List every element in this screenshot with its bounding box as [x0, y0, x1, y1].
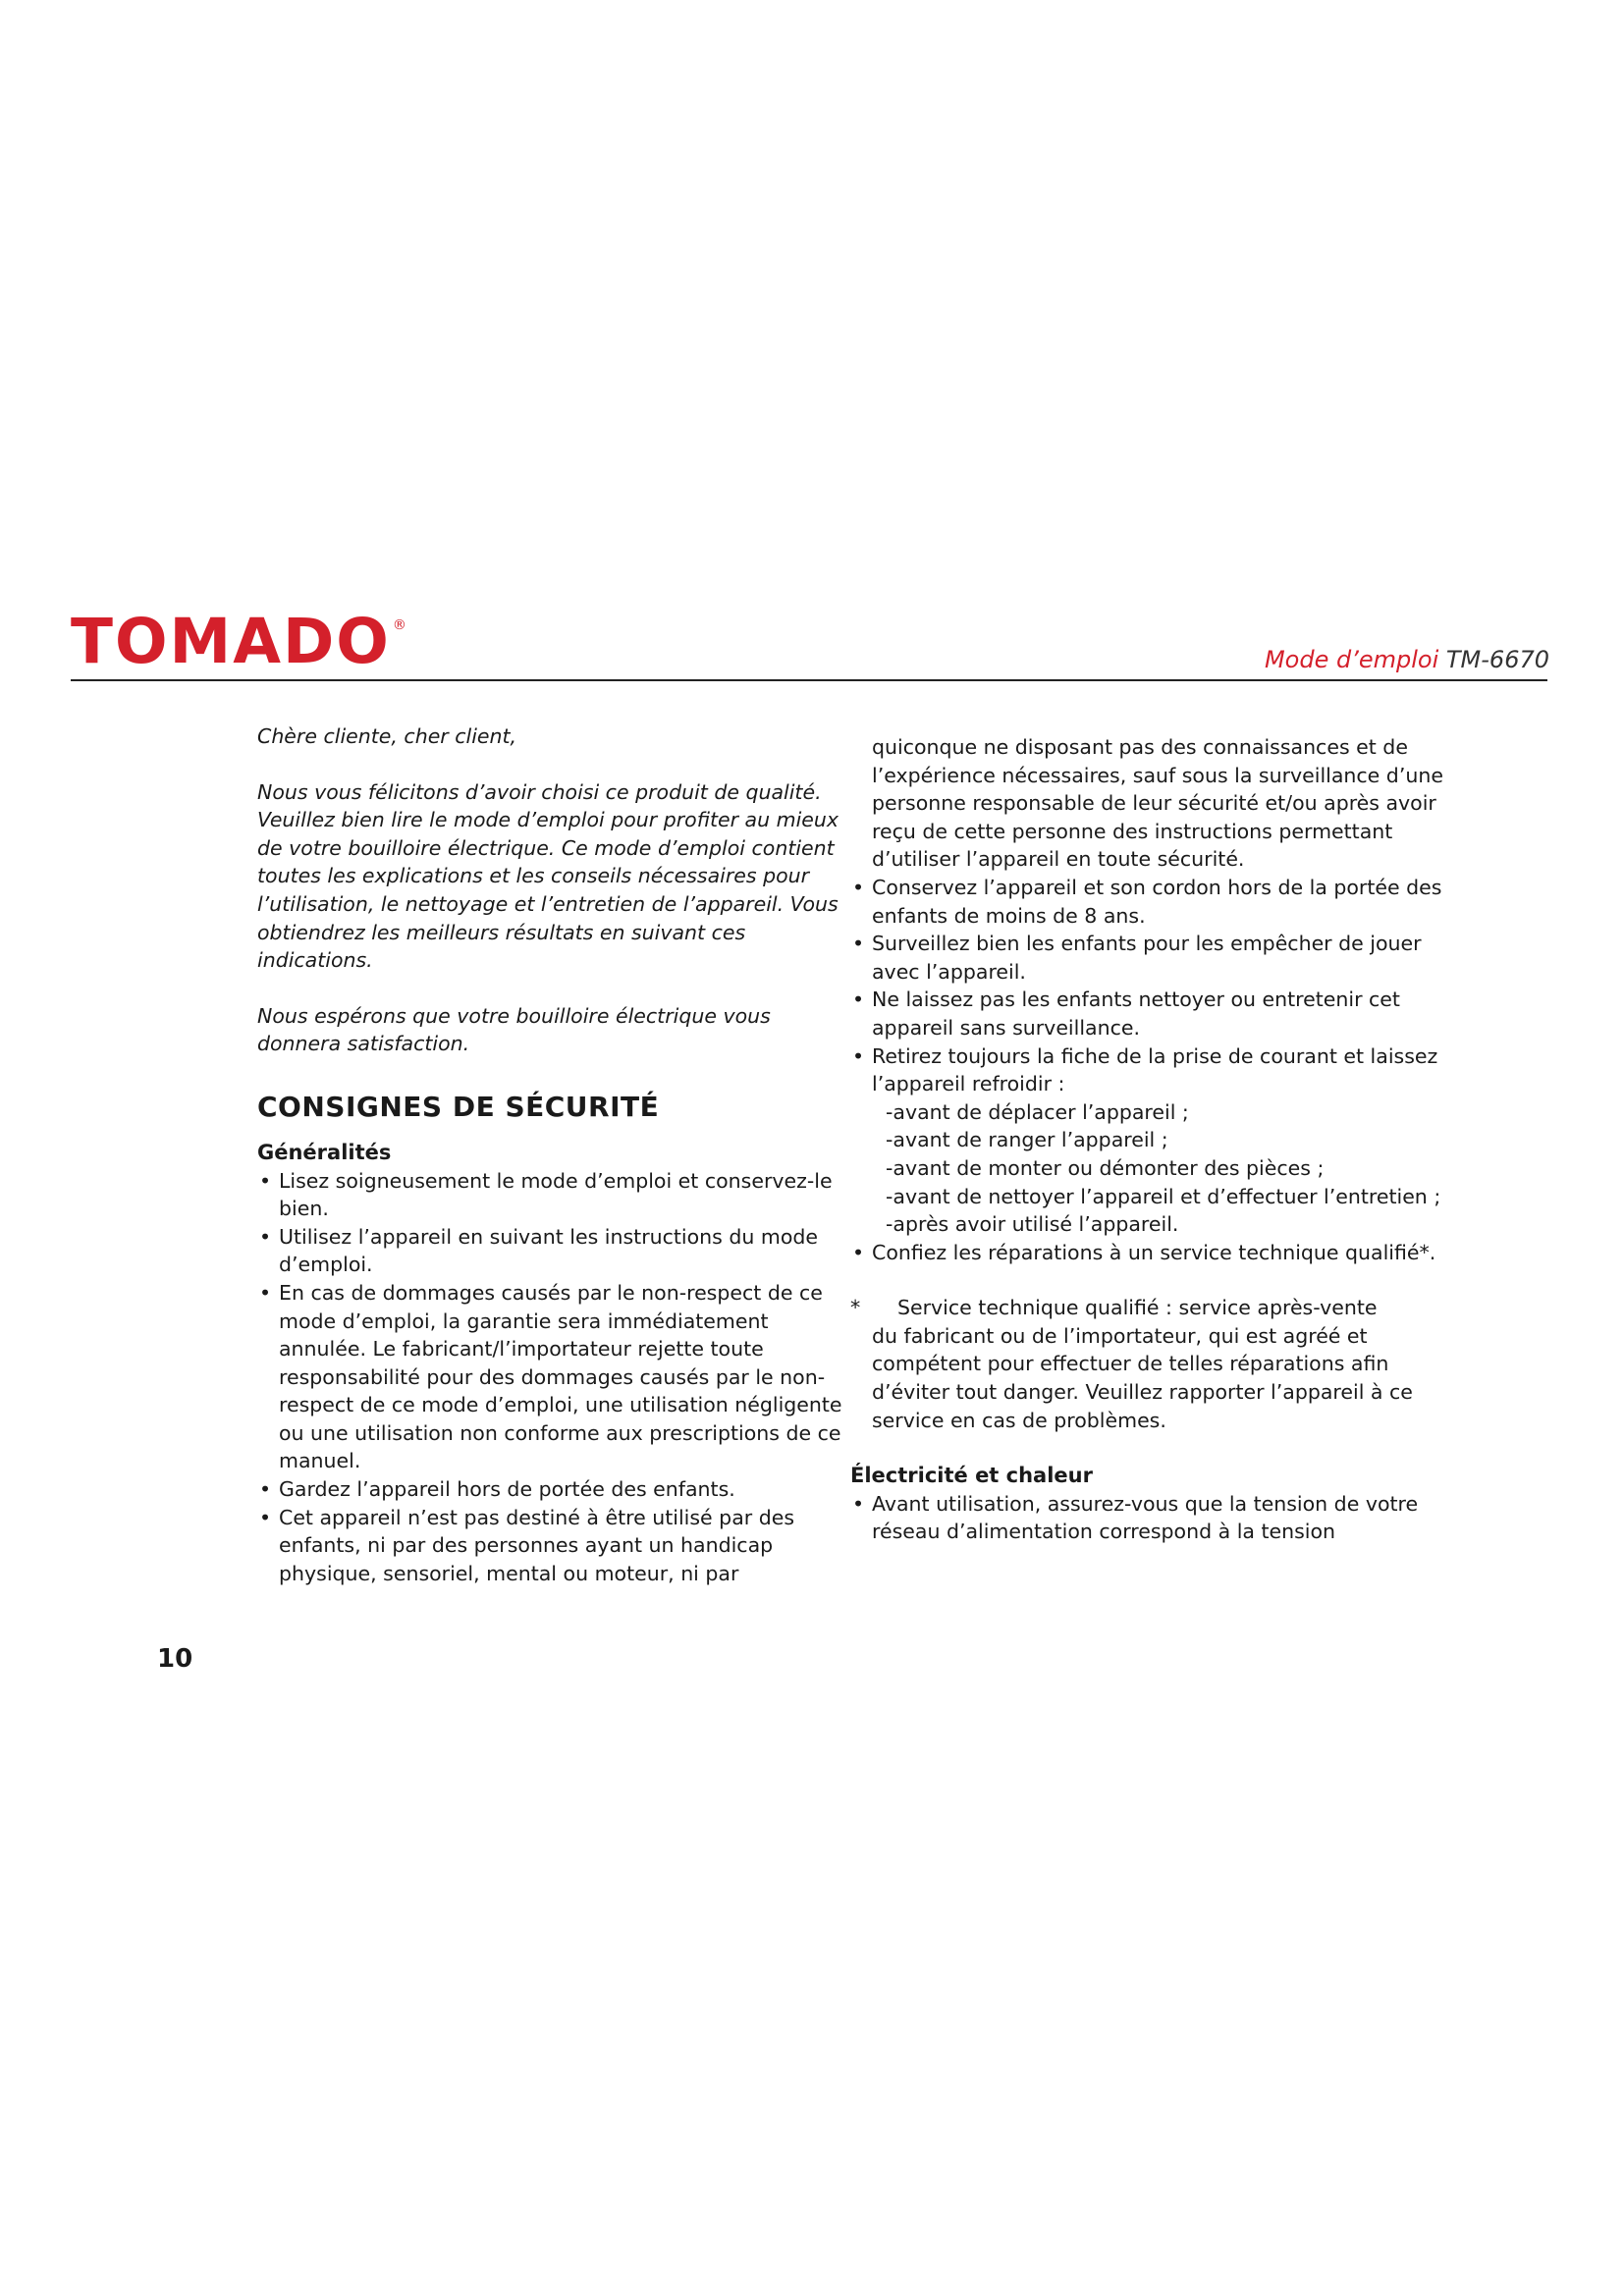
list-item: • En cas de dommages causés par le non-respect de ce mode d’emploi, la garantie sera immédiatement annulée. Le fabricant/l’importateur rejette toute responsabilité pour des dommages causés par le non-respect de ce mode d’emploi, une utilisation négligente ou une utilisation non conforme aux prescriptions de ce manuel.	[257, 1279, 846, 1475]
registered-mark: ®	[392, 617, 408, 633]
left-column	[257, 722, 846, 1587]
sub-list-item: -après avoir utilisé l’appareil.	[886, 1212, 1179, 1237]
before-actions-list	[850, 1098, 1443, 1239]
subsection-title-general: Généralités	[257, 1140, 392, 1164]
list-item: • Confiez les réparations à un service technique qualifié*.	[850, 1239, 1443, 1267]
intro-paragraph: Nous vous félicitons d’avoir choisi ce produit de qualité. Veuillez bien lire le mode d’emploi pour profiter au mieux de votre bouilloire électrique. Ce mode d’emploi contient toutes les explications et les conseils nécessaires pour l’utilisation, le nettoyage et l’entretien de l’appareil. Vous obtiendrez les meilleurs résultats en suivant ces indications.	[257, 779, 839, 973]
list-item: • Avant utilisation, assurez-vous que la tension de votre réseau d’alimentation correspond à la tension	[850, 1490, 1443, 1546]
list-item: • Lisez soigneusement le mode d’emploi et conservez-le bien.	[257, 1167, 846, 1223]
closing-paragraph: Nous espérons que votre bouilloire électrique vous donnera satisfaction.	[257, 1003, 771, 1056]
footnote-body: du fabricant ou de l’importateur, qui est agréé et compétent pour effectuer de telles réparations afin d’éviter tout danger. Veuillez rapporter l’appareil à ce service en cas de problèmes.	[872, 1323, 1413, 1432]
sub-list-item: -avant de monter ou démonter des pièces ;	[886, 1155, 1325, 1180]
subsection-title-electricity: Électricité et chaleur	[850, 1464, 1093, 1488]
list-item: • Ne laissez pas les enfants nettoyer ou entretenir cet appareil sans surveillance.	[850, 986, 1443, 1041]
footnote	[850, 1294, 1443, 1434]
brand-name: TOMADO	[71, 606, 391, 677]
sub-list-item: -avant de ranger l’appareil ;	[886, 1128, 1168, 1152]
model-number: TM-6670	[1445, 646, 1549, 673]
manual-label: Mode d’emploi	[1264, 646, 1439, 673]
footnote-first-line: Service technique qualifié : service après-vente	[897, 1296, 1378, 1320]
section-title: CONSIGNES DE SÉCURITÉ	[257, 1090, 660, 1123]
salutation: Chère cliente, cher client,	[257, 724, 517, 748]
list-item: • Retirez toujours la fiche de la prise de courant et laissez l’appareil refroidir :	[850, 1042, 1443, 1098]
page-number: 10	[157, 1644, 193, 1674]
repair-bullet-list	[850, 1239, 1443, 1267]
sub-list-item: -avant de déplacer l’appareil ;	[886, 1099, 1189, 1124]
brand-logo	[71, 606, 408, 677]
sub-list-item: -avant de nettoyer l’appareil et d’effectuer l’entretien ;	[886, 1184, 1441, 1208]
general-bullet-list	[257, 1167, 846, 1588]
list-item: • Utilisez l’appareil en suivant les instructions du mode d’emploi.	[257, 1223, 846, 1279]
continuation-text: quiconque ne disposant pas des connaissances et de l’expérience nécessaires, sauf sous la surveillance d’une personne responsable de leur sécurité et/ou après avoir reçu de cette personne des instructions permettant d’utiliser l’appareil en toute sécurité.	[872, 735, 1443, 872]
safety-bullet-list	[850, 874, 1443, 1098]
header-divider	[71, 679, 1547, 681]
list-item: • Conservez l’appareil et son cordon hors de la portée des enfants de moins de 8 ans.	[850, 874, 1443, 930]
right-column	[850, 733, 1443, 1546]
footnote-marker: *	[850, 1296, 861, 1320]
list-item: • Gardez l’appareil hors de portée des enfants.	[257, 1475, 846, 1504]
header-manual-title	[1265, 648, 1549, 671]
electricity-bullet-list	[850, 1490, 1443, 1546]
list-item: • Cet appareil n’est pas destiné à être utilisé par des enfants, ni par des personnes ayant un handicap physique, sensoriel, mental ou moteur, ni par	[257, 1504, 846, 1588]
list-item: • Surveillez bien les enfants pour les empêcher de jouer avec l’appareil.	[850, 930, 1443, 986]
